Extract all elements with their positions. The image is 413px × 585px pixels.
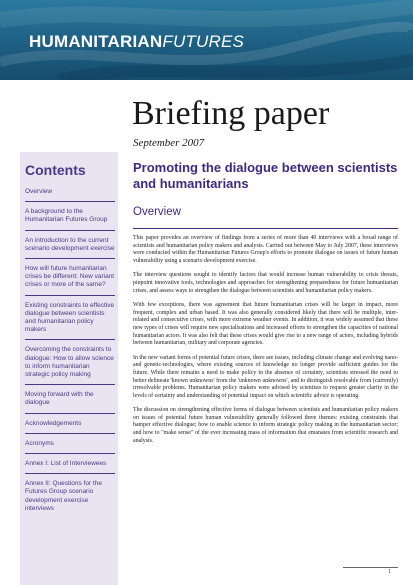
contents-item[interactable]: Existing constraints to effective dialogue between scientists and humanitarian policy makers	[25, 302, 115, 341]
body-paragraph: The discussion on strengthening effective forms of dialogue between scientists and humanitarian policy makers on issues of potential future human vulnerability generally followed three themes: existing constraints that hamper effective dialogue; how to enable science to inform strategic policy making in the humanitarian sector; and how to "make sense" of the ever increasing mass of information that emanates from scientific research and analysis.	[133, 407, 398, 444]
article-title: Promoting the dialogue between scientists and humanitarians	[133, 160, 398, 191]
contents-item[interactable]: Acknowledgements	[25, 420, 115, 434]
section-divider	[133, 228, 398, 229]
body-paragraph: The interview questions sought to identify factors that would increase human vulnerability to crisis threats, pinpoint innovative tools, technologies and approaches for strengthening preparedness for future humanitarian crises, and assess ways to strengthen the dialogue between scientists and humanitarian policy makers.	[133, 272, 398, 294]
document-date: September 2007	[133, 137, 205, 149]
contents-item[interactable]: An introduction to the current scenario development exercise	[25, 237, 115, 259]
contents-item[interactable]: Overview	[25, 188, 115, 202]
contents-list	[25, 188, 115, 524]
brand-logo-bold: HUMANITARIAN	[29, 32, 163, 51]
contents-item[interactable]: Annex I: List of Interviewees	[25, 460, 115, 474]
body-paragraph: With few exceptions, there was agreement that future humanitarian crises will be larger in impact, more frequent, complex and urban based. It was also generally considered likely that there will be multiple, inter-related and consecutive crises, with more extreme weather events. In addition, it was widely assumed that these new types of crises will require new specialisations and increased efforts to strengthen the capacities of national humanitarian actors. It was also felt that these crises would give rise to a new range of actors, including hybrids between humanitarian, military and corporate agencies.	[133, 302, 398, 347]
document-title: Briefing paper	[132, 95, 330, 132]
contents-item[interactable]: A background to the Humanitarian Futures Group	[25, 208, 115, 230]
header-banner	[0, 0, 413, 80]
body-paragraph: In the new variant forms of potential future crises, there are issues, including climate change and evolving nano- and genetic-technologies, where existing sources of knowledge no longer provide sufficient guides for the future. While there remains a need to make policy in the absence of certainty, scientists stressed the need to better delineate 'known unknowns' from the 'unknown unknowns', and to distinguish resolvable from (currently) irresolvable problems. Humanitarian policy makers were advised by scientists to request greater clarity in the levels of certainty and understanding of potential impact on which scientific advice is operating.	[133, 354, 398, 399]
section-title-overview: Overview	[133, 206, 181, 218]
body-paragraph: This paper provides an overview of findings from a series of more than 40 interviews with a broad range of scientists and humanitarian policy makers and analysts. Carried out between May to July 2007, these interviews were conducted within the Humanitarian Futures Group's efforts to promote dialogue on issues of future human vulnerability using a scenario development exercise.	[133, 235, 398, 264]
contents-item[interactable]: Annex II: Questions for the Futures Group scenario development exercise interviews	[25, 480, 102, 512]
page-number: 1	[388, 569, 391, 575]
main-content	[133, 160, 398, 445]
contents-item[interactable]: Overcoming the constraints to dialogue: How to allow science to inform humanitarian strategic policy making	[25, 346, 115, 385]
footer-divider	[343, 567, 398, 568]
contents-title: Contents	[25, 162, 86, 178]
contents-item[interactable]: Moving forward with the dialogue	[25, 391, 115, 413]
contents-item[interactable]: How will future humanitarian crises be different: New variant crises or more of the same?	[25, 265, 115, 296]
contents-sidebar	[20, 152, 118, 585]
brand-logo-italic: FUTURES	[162, 32, 245, 51]
contents-item[interactable]: Acronyms	[25, 440, 115, 454]
brand-logo	[29, 32, 244, 52]
